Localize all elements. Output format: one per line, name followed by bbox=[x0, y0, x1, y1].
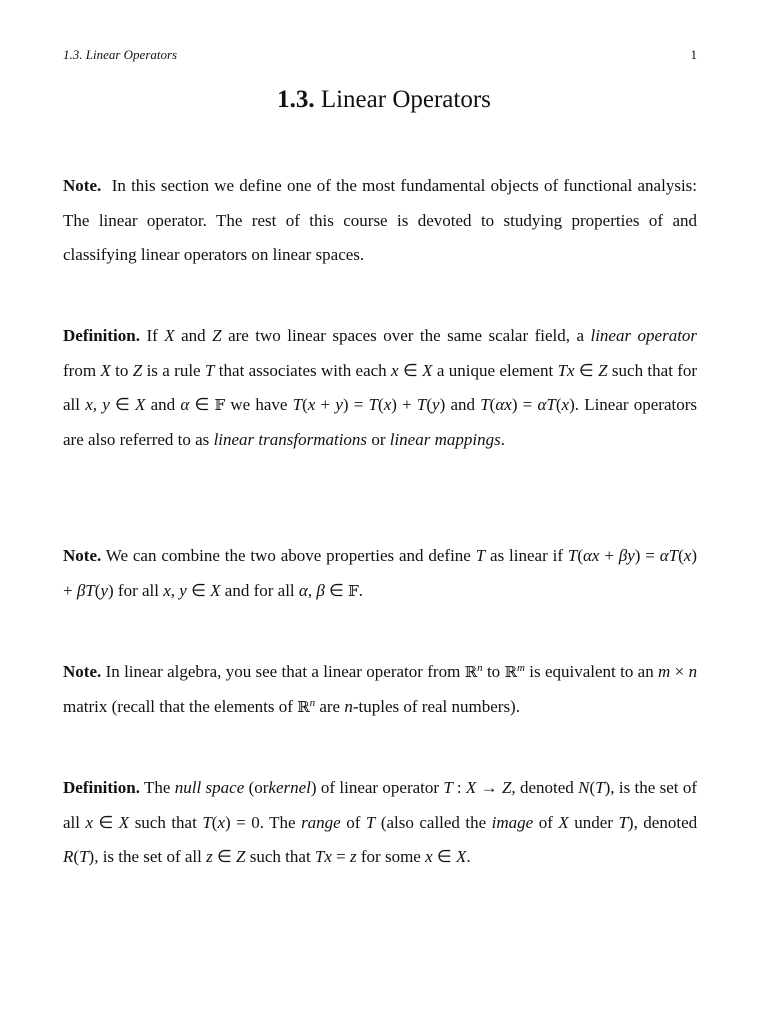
section-title bbox=[0, 86, 768, 114]
note-text: In this section we define one of the most fundamental objects of functional analysis: The linear operator. The rest of this course is devoted to studying properties of and classifying linear operators on linear spaces. bbox=[63, 176, 698, 265]
text-fragment: , is the set of all bbox=[94, 847, 202, 867]
text-fragment: are bbox=[319, 696, 341, 716]
running-header bbox=[63, 47, 697, 67]
section-number: 1.3. bbox=[277, 86, 315, 113]
text-fragment: for all bbox=[117, 580, 159, 600]
math-inline: X bbox=[164, 326, 175, 345]
math-inline: x ∈ X bbox=[425, 847, 467, 867]
text-fragment: ), denoted bbox=[627, 812, 698, 832]
definition-paragraph-null-space bbox=[63, 771, 697, 875]
math-inline: T bbox=[475, 546, 486, 565]
math-inline: T bbox=[365, 812, 376, 832]
text-fragment: to bbox=[486, 662, 501, 681]
math-inline: Tx ∈ Z bbox=[557, 360, 608, 380]
text-fragment: and bbox=[450, 395, 475, 415]
text-fragment: are two linear spaces over the same scalar field, a bbox=[228, 326, 585, 345]
definition-label: Definition. bbox=[63, 778, 140, 797]
text-fragment: . bbox=[358, 580, 363, 600]
defined-term: linear operator bbox=[590, 326, 698, 345]
defined-term: range bbox=[301, 812, 341, 832]
text-fragment: such that bbox=[134, 812, 197, 832]
text-fragment: is a rule bbox=[146, 360, 201, 380]
page-number: 1 bbox=[690, 47, 697, 62]
math-inline: ℝ$^m$ bbox=[504, 662, 525, 681]
math-inline: ℝ$^n$ bbox=[297, 696, 316, 716]
math-inline: x ∈ X bbox=[391, 360, 433, 380]
text-fragment: . The bbox=[259, 812, 296, 832]
text-fragment: a unique element bbox=[436, 360, 554, 380]
math-inline: x, y ∈ X bbox=[85, 395, 146, 415]
text-fragment: . bbox=[466, 847, 471, 867]
math-inline: T(αx) = αT(x) bbox=[480, 395, 575, 415]
text-fragment: we have bbox=[230, 395, 288, 415]
note-label: Note. bbox=[63, 176, 102, 195]
text-fragment: . bbox=[500, 429, 505, 449]
text-fragment: of bbox=[538, 812, 553, 832]
note-label: Note. bbox=[63, 546, 102, 565]
defined-term: null space bbox=[174, 778, 245, 797]
math-inline: T(x + y) = T(x) + T(y) bbox=[292, 395, 446, 415]
text-fragment: such that for all bbox=[63, 360, 698, 415]
note-label: Note. bbox=[63, 662, 102, 681]
text-fragment: We can combine the two above properties and define bbox=[105, 546, 471, 565]
text-fragment: is equivalent to an bbox=[529, 662, 654, 681]
math-inline: x ∈ X bbox=[85, 812, 130, 832]
defined-term: linear mappings bbox=[389, 429, 501, 449]
text-fragment: of bbox=[346, 812, 361, 832]
math-inline: X bbox=[100, 360, 111, 380]
running-title: 1.3. Linear Operators bbox=[63, 47, 178, 62]
defined-term: image bbox=[491, 812, 534, 832]
definition-label: Definition. bbox=[63, 326, 140, 345]
math-inline: m × n bbox=[658, 662, 698, 681]
math-inline: X bbox=[558, 812, 569, 832]
text-fragment: as linear if bbox=[490, 546, 563, 565]
math-inline: T bbox=[204, 360, 215, 380]
text-fragment: and bbox=[181, 326, 206, 345]
math-inline: T(αx + βy) = αT(x) + βT(y) bbox=[63, 546, 698, 600]
text-fragment: In linear algebra, you see that a linear operator from bbox=[105, 662, 461, 681]
text-fragment: ) of linear operator bbox=[310, 778, 440, 797]
text-fragment: If bbox=[146, 326, 158, 345]
text-fragment: to bbox=[115, 360, 129, 380]
text-fragment: and for all bbox=[224, 580, 295, 600]
math-inline: Tx = z bbox=[314, 847, 357, 867]
text-fragment: (also called the bbox=[380, 812, 487, 832]
text-fragment: such that bbox=[249, 847, 311, 867]
math-inline: z ∈ Z bbox=[206, 847, 246, 867]
math-inline: Z bbox=[132, 360, 143, 380]
text-fragment: that associates with each bbox=[218, 360, 387, 380]
note-paragraph-1 bbox=[63, 169, 697, 273]
text-fragment: . Linear operators are also referred to as bbox=[63, 395, 698, 449]
text-fragment: , denoted bbox=[511, 778, 574, 797]
math-inline: Z bbox=[212, 326, 222, 345]
math-inline: R(T) bbox=[63, 847, 95, 867]
text-fragment: (or bbox=[248, 778, 269, 797]
text-fragment: from bbox=[63, 360, 97, 380]
note-paragraph-3 bbox=[63, 655, 697, 724]
defined-term: linear transformations bbox=[213, 429, 368, 449]
definition-paragraph-linear-operator bbox=[63, 319, 697, 457]
math-inline: ℝ$^n$ bbox=[464, 662, 483, 681]
defined-term: kernel bbox=[268, 778, 311, 797]
text-fragment: and bbox=[150, 395, 176, 415]
math-inline: α, β ∈ 𝔽 bbox=[298, 580, 359, 600]
note-paragraph-2 bbox=[63, 539, 697, 608]
text-fragment: for some bbox=[360, 847, 421, 867]
math-inline: α ∈ 𝔽 bbox=[180, 395, 226, 415]
text-fragment: The bbox=[144, 778, 171, 797]
section-title-text: Linear Operators bbox=[320, 86, 491, 113]
text-fragment: -tuples of real numbers). bbox=[352, 696, 520, 716]
text-fragment: or bbox=[371, 429, 386, 449]
math-inline: T bbox=[618, 812, 628, 832]
text-fragment: , is the set of all bbox=[63, 778, 697, 832]
math-inline: n bbox=[344, 696, 353, 716]
math-inline: T : X → Z bbox=[443, 778, 512, 797]
text-fragment: under bbox=[574, 812, 613, 832]
math-inline: x, y ∈ X bbox=[163, 580, 221, 600]
math-inline: T(x) = 0 bbox=[202, 812, 260, 832]
text-fragment: matrix (recall that the elements of bbox=[63, 696, 293, 716]
math-inline: N(T) bbox=[578, 778, 611, 797]
